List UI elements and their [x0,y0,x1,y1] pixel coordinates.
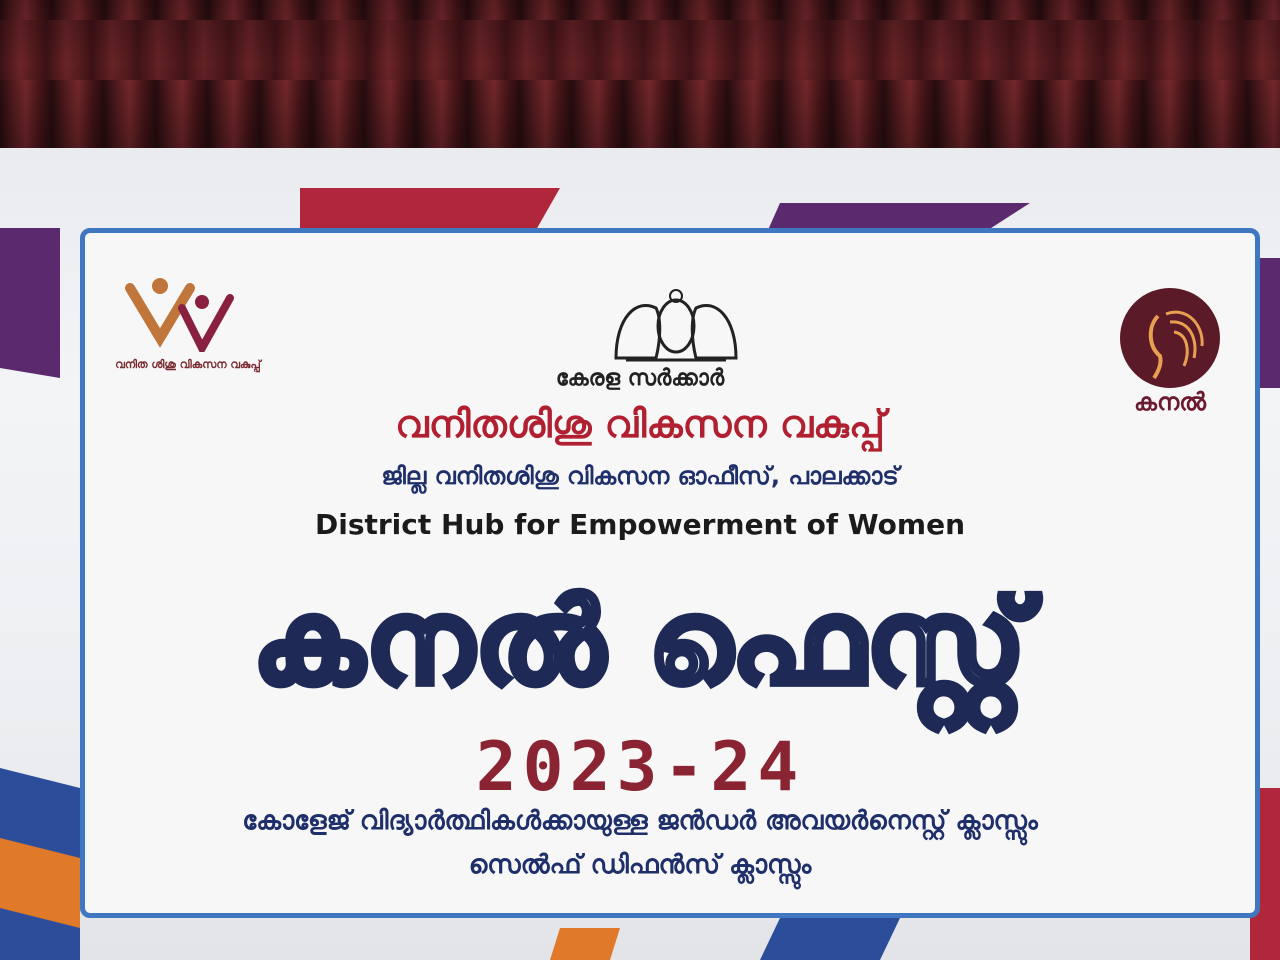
event-title: കനൽ ഫെസ്റ്റ് [252,575,1028,710]
stripe-orange-bottom [550,928,620,960]
classes-line-1: കോളേജ് വിദ്യാർത്ഥികൾക്കായുള്ള ജൻഡർ അവയർനെസ്റ്റ് ക്ലാസ്സും [242,806,1038,836]
kanal-logo-caption: കനൽ [1134,388,1206,416]
government-label: കേരള സർക്കാർ [555,366,725,391]
department-title: വനിതശിശു വികസന വകുപ്പ് [395,402,885,446]
family-figures-icon [120,268,250,352]
kerala-emblem-icon [606,278,746,362]
curtain-shade [0,0,1280,160]
woman-profile-icon [1118,286,1222,390]
stripe-blue-bottom [760,918,900,960]
office-subtitle: ജില്ല വനിതശിശു വികസന ഓഫീസ്, പാലക്കാട് [381,462,899,490]
hub-title: District Hub for Empowerment of Women [314,508,966,541]
wcd-logo-caption: വനിത ശിശു വികസന വകുപ്പ് [115,358,261,371]
stripe-purple-left [0,228,60,378]
classes-line-2: സെൽഫ് ഡിഫൻസ് ക്ലാസ്സും [468,850,812,880]
event-year: 2023-24 [475,728,805,807]
